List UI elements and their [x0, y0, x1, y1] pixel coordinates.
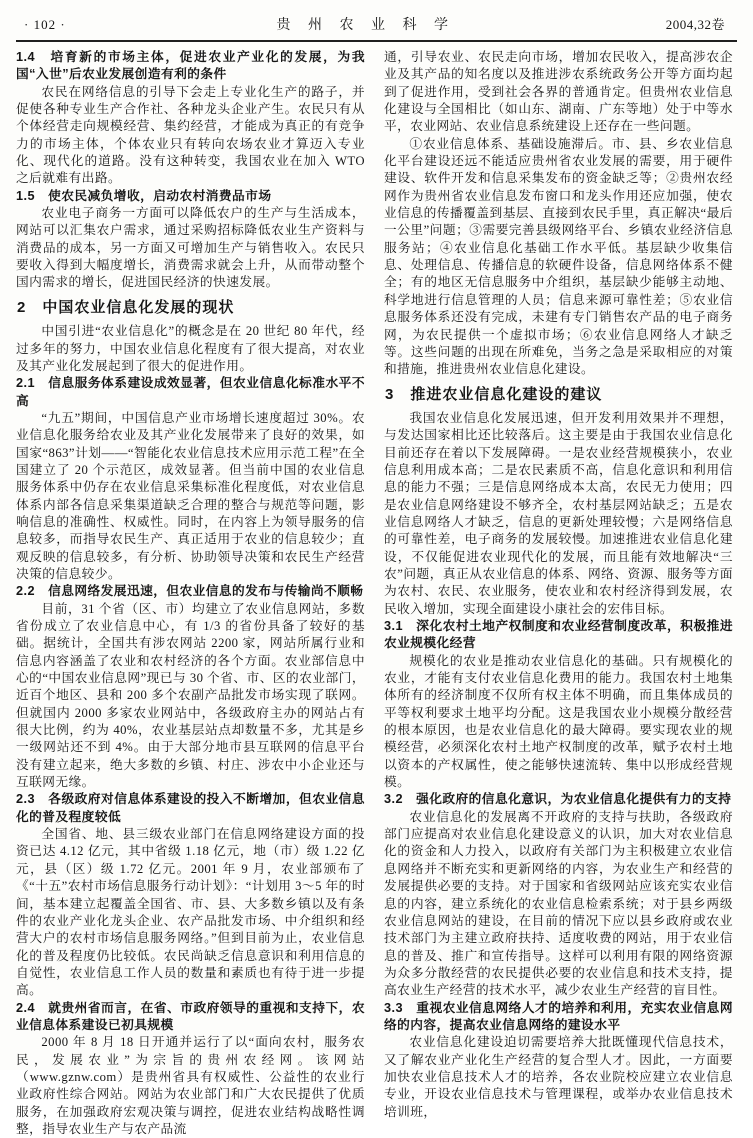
paragraph: 我国农业信息化发展迅速，但开发利用效果并不理想，与发达国家相比还比较落后。这主要是由于我国农业信息化目前还存在着以下发展障碍。一是农业经营规模狭小，农业信息利用成本高；二是农民素质不高，信息化意识和利用信息的能力不强；三是信息网络成本太高，农民无力使用；四是农业信息网络建设不够齐全，农村基层网站缺乏；五是农业信息网络人才缺乏，信息的更新处理较慢；六是网络信息的可靠性差，电子商务的发展较慢。加速推进农业信息化建设，不仅能促进农业现代化的发展，而且能有效地解决“三农”问题，真正从农业信息的体系、网络、资源、服务等方面为农村、农民、农业服务，使农业和农村经济得到发展，农民收入增加，实现全面建设小康社会的宏伟目标。 — [384, 410, 733, 616]
page-number: · 102 · — [24, 17, 66, 32]
section-heading-2: 2 中国农业信息化发展的现状 — [17, 298, 235, 316]
volume-info: 2004,32卷 — [665, 17, 725, 32]
section-heading-3: 3 推进农业信息化建设的建议 — [385, 385, 603, 403]
paragraph: 目前，31 个省（区、市）均建立了农业信息网站，多数省份成立了农业信息中心，有 1/3 的省份具备了较好的基础。据统计，全国共有涉农网站 2200 家，网站所属行业和信息内容涵盖了农业和农村经济的各个方面。农业部信息中心的“中国农业信息网”现已与 30 个省、市、区的农业部门，近百个地区、县和 200 多个农副产品批发市场实现了联网。但就国内 2000 多家农业网站中，各级政府主办的网站占有很大比例，约为 40%，农业基层站点却数量不多，尤其是乡一级网站还不到 4%。由于大部分地市县互联网的信息平台没有建立起来，绝大多数的乡镇、村庄、涉农中小企业还与互联网无缘。 — [16, 601, 365, 790]
left-column — [16, 49, 365, 1138]
paragraph: 全国省、地、县三级农业部门在信息网络建设方面的投资已达 4.12 亿元，其中省级 1.18 亿元，地（市）级 1.22 亿元，县（区）级 1.72 亿元。2001 年 9 月，农业部颁布了《“十五”农村市场信息服务行动计划》：“计划用 3～5 年的时间，基本建立起覆盖全国省、市、县、大多数乡镇以及有条件的农业产业化龙头企业、农产品批发市场、中介组织和经营大户的农村市场信息服务网络。”但到目前为止，农业信息化的普及程度仍比较低。农民尚缺乏信息意识和利用信息的自觉性，农业信息工作人员的数量和素质也有待于进一步提高。 — [16, 827, 365, 998]
subsection-heading-2-3: 2.3 各级政府对信息体系建设的投入不断增加，但农业信息化的普及程度较低 — [16, 792, 365, 824]
right-column — [384, 49, 733, 1138]
journal-title: 贵 州 农 业 科 学 — [276, 18, 455, 33]
subsection-heading-2-2: 2.2 信息网络发展迅速，但农业信息的发布与传输尚不顺畅 — [16, 584, 364, 599]
paragraph-continuation: 通，引导农业、农民走向市场，增加农民收入，提高涉农企业及其产品的知名度以及推进涉农系统政务公开等方面均起到了促进作用，受到社会各界的普通肯定。但贵州农业信息化建设与全国相比（如山东、湖南、广东等地）处于中等水平，农业网站、农业信息系统建设上还存在一些问题。 — [384, 50, 733, 134]
paragraph: 农业信息化建设迫切需要培养大批既懂现代信息技术，又了解农业产业化生产经营的复合型人才。因此，一方面要加快农业信息技术人才的培养，各农业院校应建立农业信息专业，开设农业信息技术与管理课程，或举办农业信息技术培训班， — [384, 1035, 733, 1119]
subsection-heading-2-4: 2.4 就贵州省而言，在省、市政府领导的重视和支持下，农业信息体系建设已初具规模 — [16, 1000, 365, 1032]
paragraph: 农业电子商务一方面可以降低农户的生产与生活成本，网站可以汇集农户需求，通过采购招标降低农业生产资料与消费品的成本，另一方面又可增加生产与销售收入。农民只要收入得到大幅度增长，消费需求就会上升，从而带动整个国内需求的增长，促进国民经济的快速发展。 — [16, 206, 365, 290]
subsection-heading-1-5: 1.5 使农民减负增收，启动农村消费品市场 — [16, 188, 272, 203]
paragraph: ①农业信息体系、基础设施滞后。市、县、乡农业信息化平台建设还远不能适应贵州省农业发展的需要，用于硬件建设、软件开发和信息采集发布的资金缺乏等；②贵州农经网作为贵州省农业信息发布窗口和龙头作用还应加强，使农业信息的传播覆盖到基层、直接到农民手里，真正解决“最后一公里”问题；③需要完善县级网络平台、乡镇农业经济信息服务站；④农业信息化基础工作水平低。基层缺少收集信息、处理信息、传播信息的软硬件设备，信息网络体系不健全；有的地区无信息服务中介组织，基层缺少能够主动地、科学地进行信息管理的人员；信息来源可靠性差；⑤农业信息服务体系还没有完成，未建有专门销售农产品的电子商务网，为农民提供一个虚拟市场；⑥农业信息网络人才缺乏等。这些问题的出现在所难免，当务之急是采取相应的对策和措施，推进贵州农业信息化建设。 — [384, 136, 733, 377]
subsection-heading-1-4: 1.4 培育新的市场主体，促进农业产业化的发展，为我国“入世”后农业发展创造有利的条件 — [16, 50, 365, 82]
subsection-heading-3-1: 3.1 深化农村土地产权制度和农业经营制度改革，积极推进农业规模化经营 — [384, 619, 733, 651]
header-rule — [16, 40, 737, 42]
paragraph: 农业信息化的发展离不开政府的支持与扶助，各级政府部门应提高对农业信息化建设意义的认识，加大对农业信息化的资金和人力投入，以政府有关部门为主积极建立农业信息网络并不断充实和更新网络的内容，为农业生产和经营的发展提供必要的支持。对于国家和省级网站应该充实农业信息的内容，建立系统化的农业信息检索系统；对于县乡两级农业信息网站的建设，在目前的情况下应以县乡政府或农业技术部门为主建立政府扶持、适度收费的网站，用于农业信息的普及、推广和宣传指导。这样可以利用有限的网络资源为众多分散经营的农民提供必要的农业信息和技术支持，提高农业生产经营的技术水平，减少农业生产经营的盲目性。 — [384, 809, 733, 998]
paragraph: 农民在网络信息的引导下会走上专业化生产的路子，并促使各种专业生产合作社、各种龙头企业产生。农民只有从个体经营走向规模经营、集约经营，才能成为真正的有竞争力的市场主体，个体农业只有转向农场农业才算迈入专业化、现代化的道路。没有这种转变，我国农业在加入 WTO 之后就难有出路。 — [16, 84, 365, 186]
paragraph: 中国引进“农业信息化”的概念是在 20 世纪 80 年代，经过多年的努力，中国农业信息化程度有了很大提高，对农业及其产业化发展起到了很大的促进作用。 — [16, 324, 365, 373]
subsection-heading-3-3: 3.3 重视农业信息网络人才的培养和利用，充实农业信息网络的内容，提高农业信息网络的建设水平 — [384, 1000, 733, 1032]
article-body — [0, 44, 753, 1138]
paragraph: 2000 年 8 月 18 日开通并运行了以“面向农村，服务农民，发展农业”为宗旨的贵州农经网。该网站（www.gznw.com）是贵州省具有权威性、公益性的农业行业政府性综合网站。网站为农业部门和广大农民提供了优质服务，在加强政府宏观决策与调控，促进农业结构战略性调整，指导农业生产与农产品流 — [16, 1035, 365, 1136]
subsection-heading-2-1: 2.1 信息服务体系建设成效显著，但农业信息化标准水平不高 — [16, 376, 365, 408]
paragraph: 规模化的农业是推动农业信息化的基础。只有规模化的农业，才能有支付农业信息化费用的能力。我国农村土地集体所有的经济制度不仅所有权主体不明确，而且集体成员的平等权利要求土地平均分配。这是我国农业小规模分散经营的根本原因，也是农业信息化的最大障碍。要实现农业的规模经营，必须深化农村土地产权制度的改革，赋予农村土地以资本的产权属性，使之能够快速流转、集中以形成经营规模。 — [384, 653, 733, 790]
subsection-heading-3-2: 3.2 强化政府的信息化意识，为农业信息化提供有力的支持 — [384, 792, 732, 807]
running-head — [0, 8, 753, 40]
paragraph: “九五”期间，中国信息产业市场增长速度超过 30%。农业信息化服务给农业及其产业化发展带来了良好的效果，如国家“863”计划——“智能化农业信息技术应用示范工程”在全国建立了 20 个示范区，成效显著。但当前中国的农业信息服务体系中仍存在农业信息采集标准化程度低，对农业信息体系内部各信息采集渠道缺乏合理的整合与规范等问题，影响信息的准确性、权威性。同时，在内容上为领导服务的信息较多，而指导农民生产、真正适用于农业的信息较少；直观反映的信息较多，有分析、协助领导决策和农民生产经营决策的信息较少。 — [16, 410, 365, 581]
